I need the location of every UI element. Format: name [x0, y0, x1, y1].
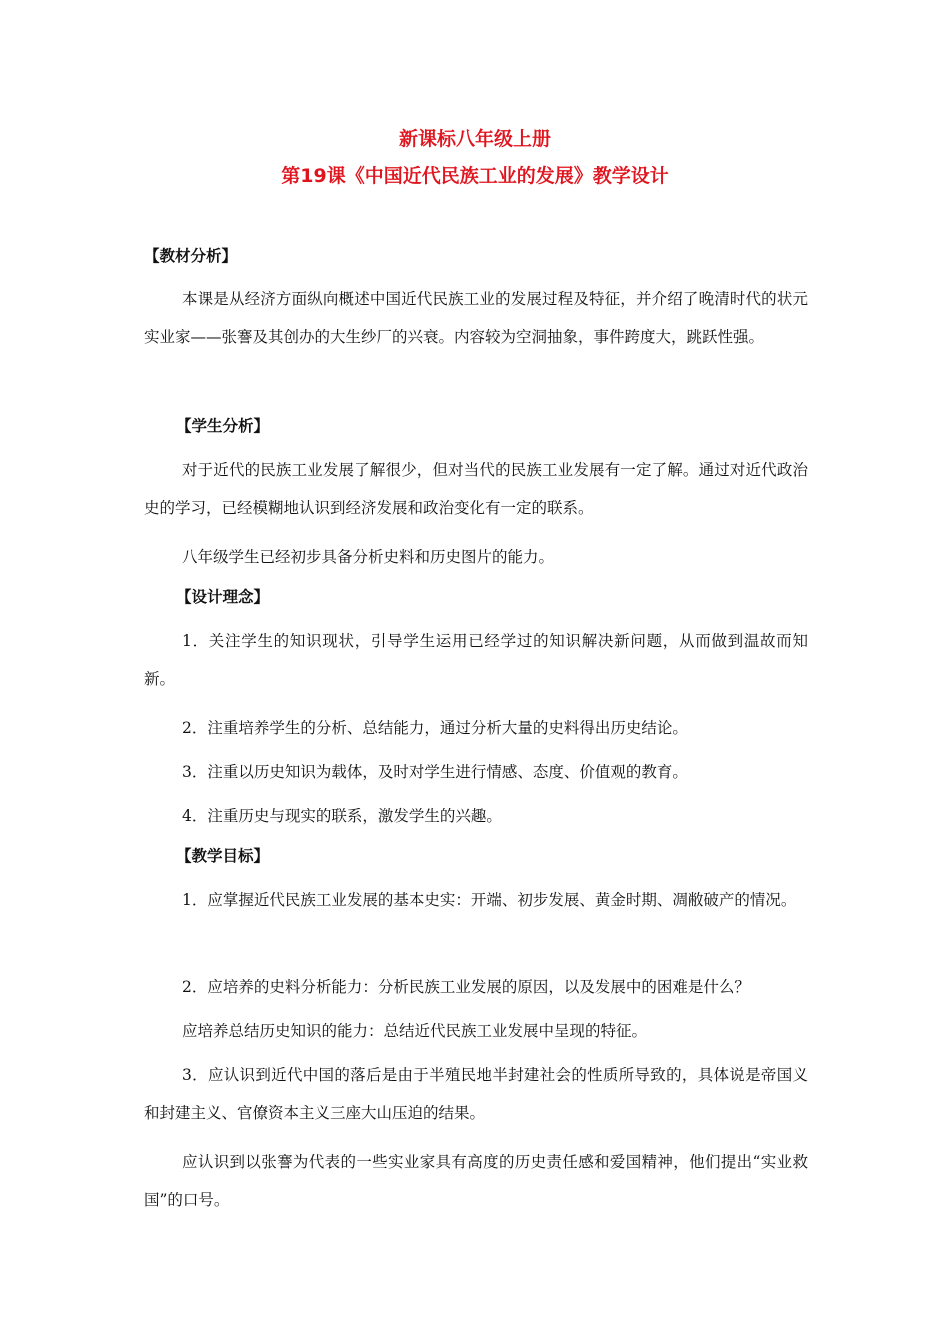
heading-design-concept: 【设计理念】 — [176, 588, 270, 606]
paragraph-textbook-analysis: 本课是从经济方面纵向概述中国近代民族工业的发展过程及特征，并介绍了晚清时代的状元实业家——张謇及其创办的大生纱厂的兴衰。内容较为空洞抽象，事件跨度大，跳跃性强。 — [144, 290, 808, 346]
paragraph-design-2: 2．注重培养学生的分析、总结能力，通过分析大量的史料得出历史结论。 — [182, 719, 688, 737]
paragraph-student-analysis-2: 八年级学生已经初步具备分析史料和历史图片的能力。 — [182, 548, 555, 566]
document-title-line2: 第19课《中国近代民族工业的发展》教学设计 — [281, 165, 669, 187]
paragraph-student-analysis-1: 对于近代的民族工业发展了解很少，但对当代的民族工业发展有一定了解。通过对近代政治史的学习，已经模糊地认识到经济发展和政治变化有一定的联系。 — [144, 461, 808, 517]
heading-teaching-goals: 【教学目标】 — [176, 847, 270, 865]
paragraph-goals-5: 应认识到以张謇为代表的一些实业家具有高度的历史责任感和爱国精神，他们提出“实业救国”的口号。 — [144, 1153, 808, 1209]
paragraph-design-3: 3．注重以历史知识为载体，及时对学生进行情感、态度、价值观的教育。 — [182, 763, 688, 781]
paragraph-goals-3: 应培养总结历史知识的能力：总结近代民族工业发展中呈现的特征。 — [182, 1022, 648, 1040]
document-title-line1: 新课标八年级上册 — [398, 128, 551, 150]
heading-student-analysis: 【学生分析】 — [176, 417, 270, 435]
paragraph-design-1: 1．关注学生的知识现状，引导学生运用已经学过的知识解决新问题，从而做到温故而知新。 — [144, 632, 808, 688]
paragraph-goals-2: 2．应培养的史料分析能力：分析民族工业发展的原因，以及发展中的困难是什么？ — [182, 978, 750, 996]
paragraph-design-4: 4．注重历史与现实的联系，激发学生的兴趣。 — [182, 807, 502, 825]
paragraph-goals-1: 1．应掌握近代民族工业发展的基本史实：开端、初步发展、黄金时期、凋敝破产的情况。 — [182, 891, 797, 909]
paragraph-goals-4: 3．应认识到近代中国的落后是由于半殖民地半封建社会的性质所导致的，具体说是帝国义和封建主义、官僚资本主义三座大山压迫的结果。 — [144, 1066, 808, 1122]
heading-textbook-analysis: 【教材分析】 — [144, 247, 238, 265]
